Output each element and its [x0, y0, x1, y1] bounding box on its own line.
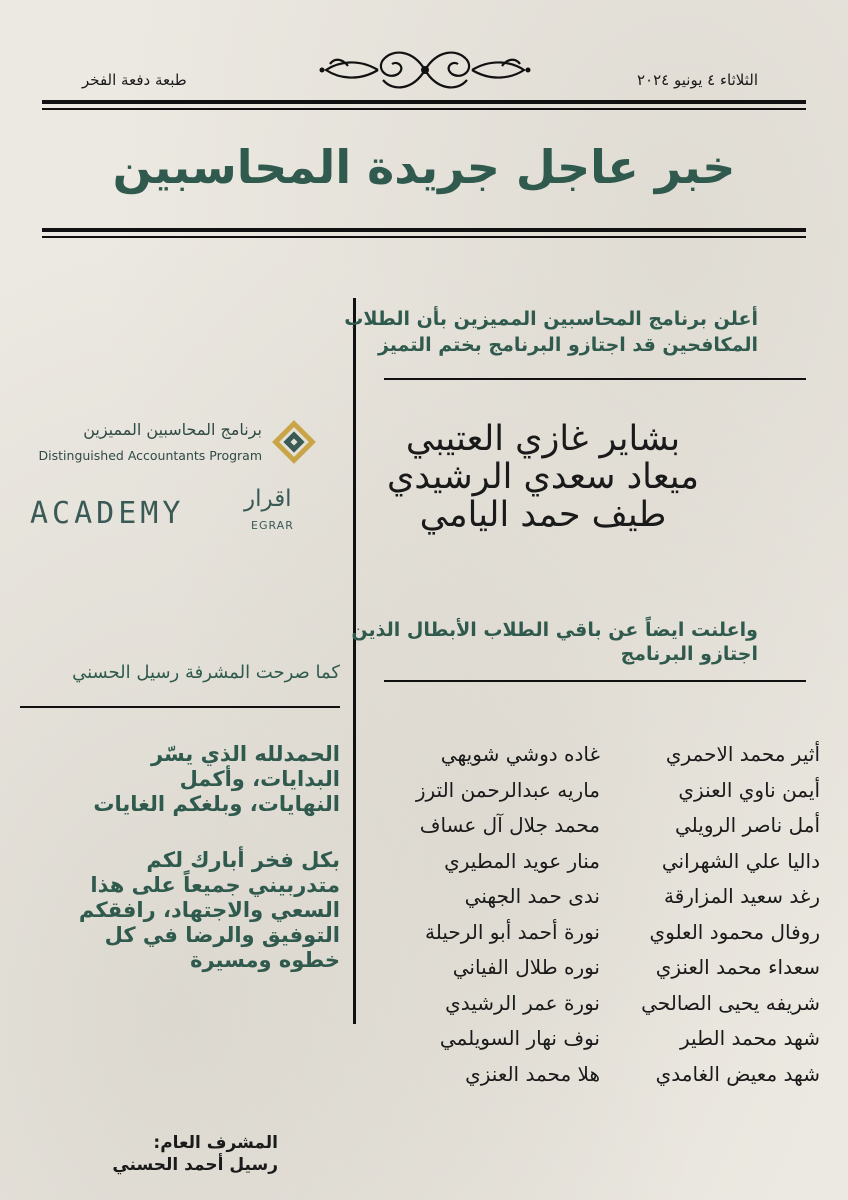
congratulation-line: متدربيني جميعاً على هذا [90, 873, 340, 897]
edition-label: طبعة دفعة الفخر [82, 71, 187, 89]
student-name: نوف نهار السويلمي [439, 1026, 600, 1050]
egrar-wordmark-ar: اقرار [244, 486, 292, 512]
announcement [298, 306, 758, 358]
announcement-line: أعلن برنامج المحاسبين المميزين بأن الطلاب [344, 308, 758, 330]
student-name: أثير محمد الاحمري [665, 742, 820, 766]
top-student: طيف حمد اليامي [419, 495, 667, 535]
ornament-flourish [318, 40, 532, 100]
egrar-logo-icon [272, 420, 316, 464]
student-name: محمد جلال آل عساف [419, 813, 600, 837]
student-name: أيمن ناوي العنزي [678, 777, 820, 802]
student-name: غاده دوشي شويهي [440, 742, 600, 766]
top-students [333, 420, 753, 534]
congratulation-line: السعي والاجتهاد، رافقكم [78, 898, 340, 922]
also-rule [384, 680, 806, 682]
student-name: شهد محمد الطير [680, 1026, 820, 1050]
students-column-right [600, 737, 820, 1092]
egrar-wordmark-en: EGRAR [251, 519, 294, 532]
praise-text [20, 742, 340, 817]
praise-line: النهايات، وبلغكم الغايات [93, 792, 340, 816]
masthead-rule-thick [42, 228, 806, 232]
masthead-rule-thin [42, 236, 806, 238]
praise-line: البدايات، وأكمل [179, 767, 340, 791]
congratulation-text [20, 848, 340, 973]
also-announced-line: واعلنت ايضاً عن باقي الطلاب الأبطال الذين [351, 619, 758, 641]
student-name: أمل ناصر الرويلي [674, 813, 820, 837]
also-announced-line: اجتازو البرنامج [620, 643, 758, 665]
also-announced [318, 618, 758, 666]
student-name: ندى حمد الجهني [464, 884, 600, 908]
masthead-title: خبر عاجل جريدة المحاسبين [112, 140, 736, 194]
supervisor-name: رسيل أحمد الحسني [112, 1155, 278, 1175]
academy-wordmark: ACADEMY [30, 496, 185, 531]
praise-line: الحمدلله الذي يسّر [150, 742, 340, 766]
student-name: نوره طلال الفياني [452, 955, 600, 979]
top-student: بشاير غازي العتيبي [405, 419, 681, 459]
student-name: داليا علي الشهراني [661, 848, 820, 873]
student-name: نورة عمر الرشيدي [445, 990, 600, 1015]
announcement-rule [384, 378, 806, 380]
top-rule-thick [42, 100, 806, 104]
student-name: شهد معيض الغامدي [655, 1061, 820, 1086]
congratulation-line: بكل فخر أبارك لكم [146, 848, 340, 872]
program-name-en: Distinguished Accountants Program [38, 448, 262, 463]
student-name: ماريه عبدالرحمن الترز [415, 777, 600, 802]
announcement-line: المكافحين قد اجتازو البرنامج بختم التميز [377, 334, 758, 356]
supervisor-title: المشرف العام: [153, 1133, 278, 1153]
student-name: شريفه يحيى الصالحي [641, 990, 820, 1015]
student-name: رغد سعيد المزارقة [663, 884, 820, 908]
issue-date: الثلاثاء ٤ يونيو ٢٠٢٤ [637, 71, 758, 89]
student-name: منار عويد المطيري [444, 848, 600, 873]
student-name: هلا محمد العنزي [465, 1061, 600, 1086]
congratulation-line: التوفيق والرضا في كل [104, 923, 340, 947]
student-name: نورة أحمد أبو الرحيلة [425, 919, 600, 944]
statement-rule [20, 706, 340, 708]
top-student: ميعاد سعدي الرشيدي [386, 457, 700, 497]
student-name: روفال محمود العلوي [649, 919, 820, 944]
program-name-ar: برنامج المحاسبين المميزين [83, 420, 262, 439]
student-name: سعداء محمد العنزي [655, 955, 820, 979]
top-rule-thin [42, 108, 806, 110]
statement-intro: كما صرحت المشرفة رسيل الحسني [72, 662, 340, 683]
students-column-left [380, 737, 600, 1092]
congratulation-line: خطوه ومسيرة [190, 948, 340, 972]
